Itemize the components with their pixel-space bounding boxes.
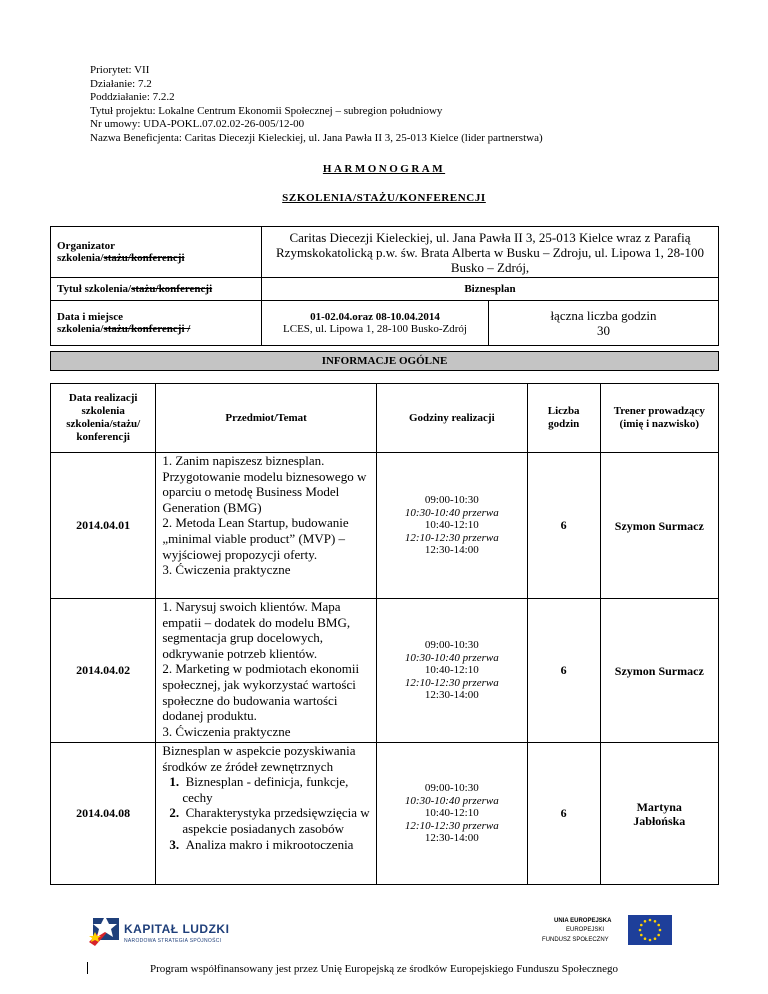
training-info-table (50, 226, 719, 346)
header-count: Liczba godzin (527, 384, 600, 453)
date-value: 01-02.04.oraz 08-10.04.2014 LCES, ul. Lipowa 1, 28-100 Busko-Zdrój (262, 301, 489, 346)
session-hours-count: 6 (527, 453, 600, 599)
meta-line: Priorytet: VII (90, 64, 150, 76)
topic-list (162, 774, 369, 852)
kapital-ludzki-subtitle: NARODOWA STRATEGIA SPÓJNOŚCI (124, 938, 222, 944)
list-item: 3. Analiza makro i mikrootoczenia (169, 836, 354, 852)
session-date: 2014.04.02 (51, 599, 156, 743)
session-date: 2014.04.01 (51, 453, 156, 599)
project-meta (90, 64, 543, 146)
table-row (51, 453, 719, 599)
session-times: 09:00-10:30 10:30-10:40 przerwa 10:40-12:10 12:10-12:30 przerwa 12:30-14:00 (376, 743, 527, 885)
meta-line: Poddziałanie: 7.2.2 (90, 91, 175, 104)
session-date: 2014.04.08 (51, 743, 156, 885)
date-row (51, 301, 719, 346)
eu-label-line3: FUNDUSZ SPOŁECZNY (542, 937, 609, 943)
document-title: HARMONOGRAM (322, 163, 446, 175)
eu-label-line1: UNIA EUROPEJSKA (554, 918, 612, 924)
header-hours: Godziny realizacji (376, 384, 527, 453)
schedule-table (50, 383, 719, 885)
title-label: Tytuł szkolenia/stażu/konferencji (51, 278, 262, 301)
list-item: 2. Charakterystyka przedsięwzięcia w aspekcie posiadanych zasobów (169, 805, 370, 836)
title-row (51, 278, 719, 301)
kapital-ludzki-title: KAPITAŁ LUDZKI (124, 922, 230, 936)
session-topic: Biznesplan w aspekcie pozyskiwania środków ze źródeł zewnętrznych 1. Biznesplan - definicja, funkcje, cechy 2. Charakterystyka przedsięwzięcia w aspekcie posiadanych zasobów 3. Analiza makro i mikrootoczenia (156, 743, 376, 885)
header-date: Data realizacji szkolenia szkolenia/stażu/ konferencji (51, 384, 156, 453)
session-trainer: Szymon Surmacz (600, 453, 718, 599)
session-hours-count: 6 (527, 743, 600, 885)
title-value: Biznesplan (262, 278, 719, 301)
header-trainer: Trener prowadzący (imię i nazwisko) (600, 384, 718, 453)
footer-note: Program współfinansowany jest przez Unię Europejską ze środków Europejskiego Funduszu Społecznego (150, 963, 618, 975)
session-trainer: Szymon Surmacz (600, 599, 718, 743)
total-hours: łączna liczba godzin 30 (489, 301, 719, 346)
meta-line: Tytuł projektu: Lokalne Centrum Ekonomii Społecznej – subregion południowy (90, 104, 443, 117)
session-topic: 1. Zanim napiszesz biznesplan. Przygotowanie modelu biznesowego w oparciu o metodę Business Model Generation (BMG) 2. Metoda Lean Startup, budowanie „minimal viable product” (MVP) – wyjściowej propozycji oferty. 3. Ćwiczenia praktyczne (156, 453, 376, 599)
section-band: INFORMACJE OGÓLNE (50, 351, 719, 371)
session-times: 09:00-10:30 10:30-10:40 przerwa 10:40-12:10 12:10-12:30 przerwa 12:30-14:00 (376, 599, 527, 743)
document-subtitle: SZKOLENIA/STAŻU/KONFERENCJI (282, 192, 486, 204)
date-label: Data i miejsce szkolenia/stażu/konferencji / (51, 301, 262, 346)
table-row (51, 743, 719, 885)
meta-line: Nr umowy: UDA-POKL.07.02.02-26-005/12-00 (90, 118, 305, 131)
session-trainer: Martyna Jabłońska (600, 743, 718, 885)
organizer-row (51, 227, 719, 278)
session-topic: 1. Narysuj swoich klientów. Mapa empatii – dodatek do modelu BMG, segmentacja grup docelowych, odkrywanie potrzeb klientów. 2. Marketing w podmiotach ekonomii społecznej, jak wykorzystać wartości społeczne do budowania wartości dodanej produktu. 3. Ćwiczenia praktyczne (156, 599, 376, 743)
header-subject: Przedmiot/Temat (156, 384, 376, 453)
session-hours-count: 6 (527, 599, 600, 743)
meta-line: Działanie: 7.2 (90, 77, 152, 90)
session-times: 09:00-10:30 10:30-10:40 przerwa 10:40-12:10 12:10-12:30 przerwa 12:30-14:00 (376, 453, 527, 599)
eu-flag-icon (628, 915, 672, 945)
eu-label-line2: EUROPEJSKI (566, 927, 605, 933)
organizer-label: Organizator szkolenia/stażu/konferencji (51, 227, 262, 278)
list-item: 1. Biznesplan - definicja, funkcje, cechy (169, 774, 349, 805)
organizer-value: Caritas Diecezji Kieleckiej, ul. Jana Pawła II 3, 25-013 Kielce wraz z Parafią Rzymskokatolicką p.w. św. Brata Alberta w Busku – Zdroju, ul. Lipowa 1, 28-100 Busko – Zdrój, (262, 227, 719, 278)
table-row (51, 599, 719, 743)
meta-line: Nazwa Beneficjenta: Caritas Diecezji Kieleckiej, ul. Jana Pawła II 3, 25-013 Kielce (lider partnerstwa) (90, 131, 543, 144)
schedule-header-row (51, 384, 719, 453)
